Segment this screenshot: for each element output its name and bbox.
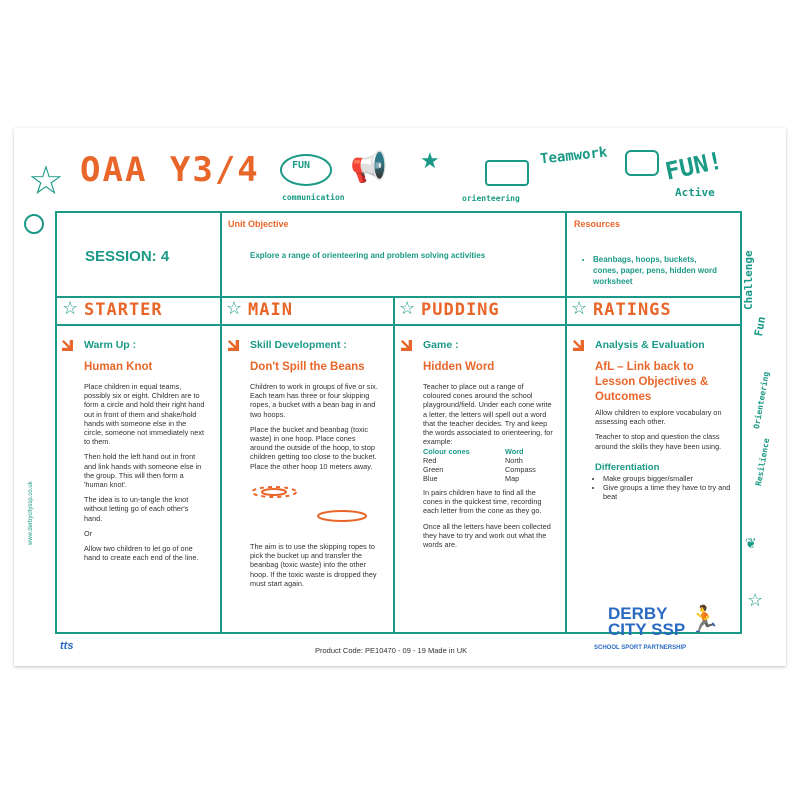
resources-item: • Beanbags, hoops, buckets, cones, paper, pens, hidden word worksheet: [593, 254, 723, 287]
logo-line-1: DERBY: [608, 604, 668, 623]
column-divider-2: [393, 296, 395, 632]
decor-word-fun: FUN: [292, 160, 311, 171]
starter-activity: Human Knot: [84, 361, 153, 373]
decor-word-orienteering-side: Orienteering: [752, 371, 771, 430]
ratings-paragraph: Teacher to stop and question the class around the skills they have been using.: [595, 432, 722, 451]
compass-doodle: [485, 160, 529, 186]
page-title: OAA Y3/4: [80, 150, 260, 190]
starter-paragraph: The idea is to un-tangle the knot without letting go of each other's hand.: [84, 495, 189, 523]
pudding-body-after: [423, 488, 553, 555]
differentiation-title: Differentiation: [595, 462, 660, 473]
column-head-divider: [55, 324, 740, 326]
main-body: [250, 382, 378, 477]
table-cell: Red: [423, 456, 437, 465]
unit-objective-text: Explore a range of orienteering and problem solving activities: [250, 251, 486, 260]
main-heading: MAIN: [248, 300, 293, 320]
session-label: SESSION: 4: [85, 248, 170, 265]
info-circle-icon: [24, 214, 44, 234]
decor-word-resilience: Resilience: [754, 437, 772, 487]
column-divider-1: [220, 211, 222, 632]
website-url: www.derbycityssp.co.uk: [28, 481, 34, 545]
table-cell: Green: [423, 465, 444, 474]
leaf-doodle-icon: ❦: [745, 535, 757, 551]
table-cell: Compass: [505, 465, 536, 474]
star-icon: ☆: [226, 298, 243, 318]
table-cell: North: [505, 456, 523, 465]
decor-word-teamwork: Teamwork: [539, 144, 609, 168]
colour-word-table: [423, 447, 587, 483]
main-paragraph: The aim is to use the skipping ropes to pick the bucket up and transfer the beanbag (toxic waste) into the other hoop. If the toxic waste is dropped they must start again.: [250, 542, 377, 588]
decor-word-fun-side: Fun: [752, 315, 769, 338]
header-divider: [55, 296, 740, 298]
resources-label: Resources: [574, 219, 621, 229]
decor-word-communication: communication: [282, 193, 345, 202]
pudding-paragraph: Teacher to place out a range of coloured cones around the school playground/field. Under each cone write a letter, the letters will spell out a word that the teacher decides. Try and keep the words associated to orienteering, for example:: [423, 382, 553, 447]
table-cell: Map: [505, 474, 520, 483]
main-body-after: [250, 542, 378, 594]
starter-body: [84, 382, 206, 568]
table-row: [423, 456, 587, 465]
starter-paragraph: Place children in equal teams, possibly six or eight. Children are to form a circle and hold their right hand out in front of them and shake/hold hands with someone else in the circle, someone not immediately next to them.: [84, 382, 205, 447]
product-code: Product Code: PE10470 - 09 - 19 Made in UK: [315, 646, 468, 655]
ratings-heading: RATINGS: [593, 300, 672, 320]
differentiation-list: [595, 474, 733, 501]
hoop-with-bucket: [262, 489, 286, 495]
star-icon: ☆: [571, 298, 588, 318]
main-activity: Don't Spill the Beans: [250, 361, 365, 373]
ratings-body: [595, 408, 723, 457]
star-doodle-icon: ☆: [747, 590, 764, 610]
main-paragraph: Place the bucket and beanbag (toxic waste) in one hoop. Place cones around the outside of the hoop, to stop children getting too close to the bucket. Place the other hoop 10 meters away.: [250, 424, 377, 471]
resources-list: [585, 254, 723, 287]
pudding-paragraph: Once all the letters have been collected they have to try and work out what the words are.: [423, 521, 551, 550]
table-row: [423, 465, 587, 474]
ratings-sub: Analysis & Evaluation: [595, 339, 705, 351]
decor-word-challenge: Challenge: [742, 250, 755, 310]
starter-heading: STARTER: [84, 300, 163, 320]
megaphone-icon: 📢: [350, 151, 388, 184]
pudding-paragraph: In pairs children have to find all the cones in the quickest time, recording each letter from the cone as they go.: [423, 488, 542, 516]
pudding-body: [423, 382, 553, 452]
pudding-activity: Hidden Word: [423, 361, 495, 373]
starter-paragraph: Or: [84, 528, 93, 538]
table-header: Word: [505, 447, 524, 456]
table-row: [423, 474, 587, 483]
logo-line-2: CITY SSP: [608, 620, 686, 639]
decor-word-orienteering: orienteering: [462, 194, 520, 203]
starter-paragraph: Allow two children to let go of one hand to create each end of the line.: [84, 544, 199, 563]
decor-word-fun-big: FUN!: [662, 146, 726, 186]
list-item: • Make groups bigger/smaller: [603, 474, 733, 483]
ratings-activity: AfL – Link back to Lesson Objectives & Outcomes: [595, 361, 709, 403]
hoops-diagram: [244, 478, 374, 528]
main-sub: Skill Development :: [250, 339, 347, 351]
starter-sub: Warm Up :: [84, 339, 137, 351]
whistle-icon: [625, 150, 659, 176]
pudding-sub: Game :: [423, 339, 459, 351]
ratings-paragraph: Allow children to explore vocabulary on assessing each other.: [595, 408, 722, 427]
logo-tagline: SCHOOL SPORT PARTNERSHIP: [594, 645, 687, 651]
column-divider-3: [565, 211, 567, 632]
decor-word-active: Active: [675, 186, 715, 199]
runner-icon: 🏃: [688, 604, 721, 634]
unit-objective-label: Unit Objective: [228, 219, 289, 229]
main-paragraph: Children to work in groups of five or six. Each team has three or four skipping ropes, a bucket with a bean bag in and two hoops.: [250, 382, 378, 419]
derby-city-ssp-logo: [608, 606, 685, 638]
star-icon: ☆: [399, 298, 416, 318]
tts-logo: tts: [60, 640, 74, 652]
smiley-star-icon: ☆: [28, 159, 64, 203]
table-header: Colour cones: [423, 447, 470, 456]
list-item: • Give groups a time they have to try and beat: [603, 483, 733, 501]
star-icon: ☆: [62, 298, 79, 318]
starter-paragraph: Then hold the left hand out in front and link hands with someone else in the group. This will then form a 'human knot'.: [84, 452, 202, 490]
target-hoop: [318, 511, 366, 521]
pudding-heading: PUDDING: [421, 300, 500, 320]
star-doodle-icon: ★: [420, 148, 440, 173]
table-header-row: [423, 447, 587, 456]
table-cell: Blue: [423, 474, 438, 483]
